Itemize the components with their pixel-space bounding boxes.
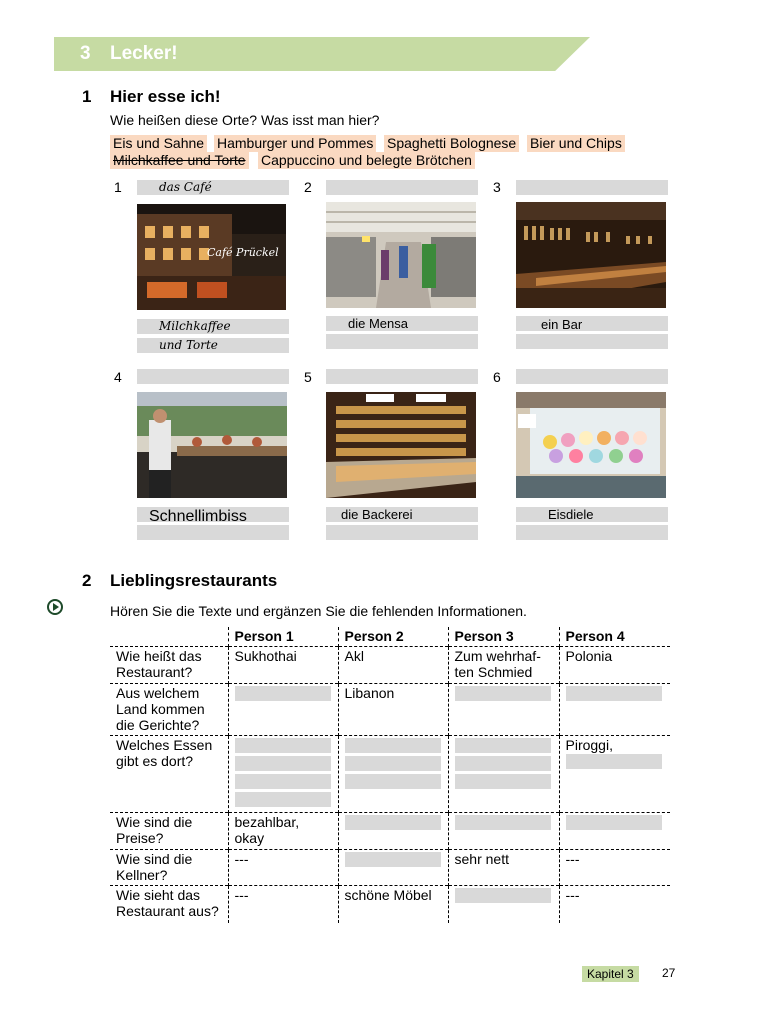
answer-cell	[338, 736, 448, 813]
table-header-row	[110, 627, 670, 647]
answer-blank[interactable]	[566, 815, 662, 830]
page-number: 27	[662, 966, 676, 980]
food-answer-field[interactable]	[326, 525, 478, 540]
answer-cell: Akl	[338, 647, 448, 684]
item-number: 4	[114, 369, 122, 385]
answer-blank[interactable]	[455, 774, 551, 789]
answer-blank[interactable]	[235, 686, 331, 701]
photo-cafe	[137, 204, 286, 310]
answer-blank[interactable]	[235, 774, 331, 789]
photo-bakery	[326, 392, 476, 498]
audio-play-icon[interactable]	[46, 598, 64, 616]
answer-cell: ---	[559, 886, 670, 923]
answer-blank[interactable]	[345, 738, 441, 753]
place-answer-field[interactable]	[137, 369, 289, 384]
food-answer-field[interactable]	[137, 338, 289, 353]
table-row	[110, 886, 670, 923]
answer-blank[interactable]	[235, 756, 331, 771]
answer-cell: sehr nett	[448, 850, 559, 886]
item-number: 6	[493, 369, 501, 385]
question-cell: Welches Essen gibt es dort?	[110, 736, 228, 813]
answer-cell	[338, 813, 448, 850]
question-cell: Aus welchem Land kommen die Gerichte?	[110, 684, 228, 736]
exercise-2-title: Lieblingsrestaurants	[110, 571, 278, 590]
answer-cell: schöne Möbel	[338, 886, 448, 923]
word-chip: Eis und Sahne	[110, 135, 207, 152]
word-bank-row-2	[110, 152, 670, 169]
answer-blank[interactable]	[455, 686, 551, 701]
item-number: 5	[304, 369, 312, 385]
food-answer-text: und Torte	[159, 338, 218, 352]
answer-cell	[559, 813, 670, 850]
food-answer-text: Milchkaffee	[159, 319, 231, 333]
food-answer-field[interactable]	[516, 334, 668, 349]
item-number: 1	[114, 179, 122, 195]
answer-blank[interactable]	[345, 774, 441, 789]
food-answer-field[interactable]	[326, 507, 478, 522]
place-answer-field[interactable]	[326, 180, 478, 195]
place-answer-field[interactable]	[516, 180, 668, 195]
food-answer-text: Schnellimbiss	[149, 508, 247, 525]
place-answer-text: das Café	[159, 180, 212, 194]
exercise-1-instruction: Wie heißen diese Orte? Was isst man hier?	[110, 112, 380, 128]
question-cell: Wie heißt das Restaurant?	[110, 647, 228, 684]
answer-cell	[559, 684, 670, 736]
answer-blank[interactable]	[566, 686, 662, 701]
food-answer-text: ein Bar	[541, 317, 583, 332]
food-answer-field[interactable]	[516, 525, 668, 540]
answer-cell	[228, 736, 338, 813]
answer-cell	[559, 736, 670, 813]
food-answer-text: die Backerei	[341, 507, 413, 522]
answer-blank[interactable]	[345, 852, 441, 867]
food-answer-field[interactable]	[516, 507, 668, 522]
answer-blank[interactable]	[235, 738, 331, 753]
question-cell: Wie sind die Kellner?	[110, 850, 228, 886]
restaurant-table	[110, 627, 670, 923]
word-bank-row-1	[110, 135, 670, 152]
item-number: 2	[304, 179, 312, 195]
word-chip-used: Milchkaffee und Torte	[110, 152, 249, 169]
word-chip: Cappuccino und belegte Brötchen	[258, 152, 475, 169]
answer-cell: Zum wehrhaf-ten Schmied	[448, 647, 559, 684]
table-row	[110, 813, 670, 850]
chapter-title: Lecker!	[110, 43, 178, 64]
food-answer-text: Eisdiele	[548, 507, 594, 522]
answer-cell: bezahlbar, okay	[228, 813, 338, 850]
answer-cell	[448, 684, 559, 736]
place-answer-field[interactable]	[326, 369, 478, 384]
answer-blank[interactable]	[566, 754, 662, 769]
table-header	[110, 627, 228, 647]
food-answer-text: die Mensa	[348, 316, 408, 331]
answer-cell: ---	[228, 886, 338, 923]
photo-mensa	[326, 202, 476, 308]
chapter-number: 3	[80, 43, 91, 64]
word-chip: Spaghetti Bolognese	[384, 135, 519, 152]
question-cell: Wie sind die Preise?	[110, 813, 228, 850]
exercise-2-instruction: Hören Sie die Texte und ergänzen Sie die fehlenden Informationen.	[110, 603, 527, 619]
table-header: Person 2	[338, 627, 448, 647]
answer-cell: Libanon	[338, 684, 448, 736]
answer-cell: ---	[559, 850, 670, 886]
answer-cell	[448, 736, 559, 813]
place-answer-field[interactable]	[137, 180, 289, 195]
cafe-sign-text: Café Prückel	[207, 246, 279, 259]
photo-snack-bar	[137, 392, 287, 498]
food-answer-field[interactable]	[326, 316, 478, 331]
table-header: Person 1	[228, 627, 338, 647]
answer-cell	[338, 850, 448, 886]
place-answer-field[interactable]	[516, 369, 668, 384]
food-answer-field[interactable]	[516, 316, 668, 331]
question-cell: Wie sieht das Restaurant aus?	[110, 886, 228, 923]
answer-blank[interactable]	[455, 815, 551, 830]
word-chip: Bier und Chips	[527, 135, 625, 152]
table-row	[110, 684, 670, 736]
item-number: 3	[493, 179, 501, 195]
food-answer-field[interactable]	[137, 525, 289, 540]
table-row	[110, 647, 670, 684]
answer-blank[interactable]	[345, 756, 441, 771]
answer-cell: Sukhothai	[228, 647, 338, 684]
food-answer-field[interactable]	[137, 319, 289, 334]
answer-cell: Polonia	[559, 647, 670, 684]
answer-blank[interactable]	[455, 888, 551, 903]
table-header: Person 4	[559, 627, 670, 647]
food-answer-field[interactable]	[326, 334, 478, 349]
answer-cell	[448, 886, 559, 923]
table-header: Person 3	[448, 627, 559, 647]
photo-ice-cream	[516, 392, 666, 498]
table-row	[110, 736, 670, 813]
answer-blank[interactable]	[455, 738, 551, 753]
exercise-1-number: 1	[82, 87, 92, 106]
word-chip: Hamburger und Pommes	[214, 135, 376, 152]
answer-cell: ---	[228, 850, 338, 886]
chapter-tag: Kapitel 3	[582, 966, 639, 982]
answer-blank[interactable]	[345, 815, 441, 830]
answer-cell	[448, 813, 559, 850]
answer-cell	[228, 684, 338, 736]
exercise-2-number: 2	[82, 571, 92, 590]
answer-blank[interactable]	[455, 756, 551, 771]
answer-text: Piroggi,	[565, 737, 613, 753]
photo-bar	[516, 202, 666, 308]
food-answer-field[interactable]	[137, 507, 289, 525]
table-row	[110, 850, 670, 886]
answer-blank[interactable]	[235, 792, 331, 807]
exercise-1-title: Hier esse ich!	[110, 87, 221, 106]
